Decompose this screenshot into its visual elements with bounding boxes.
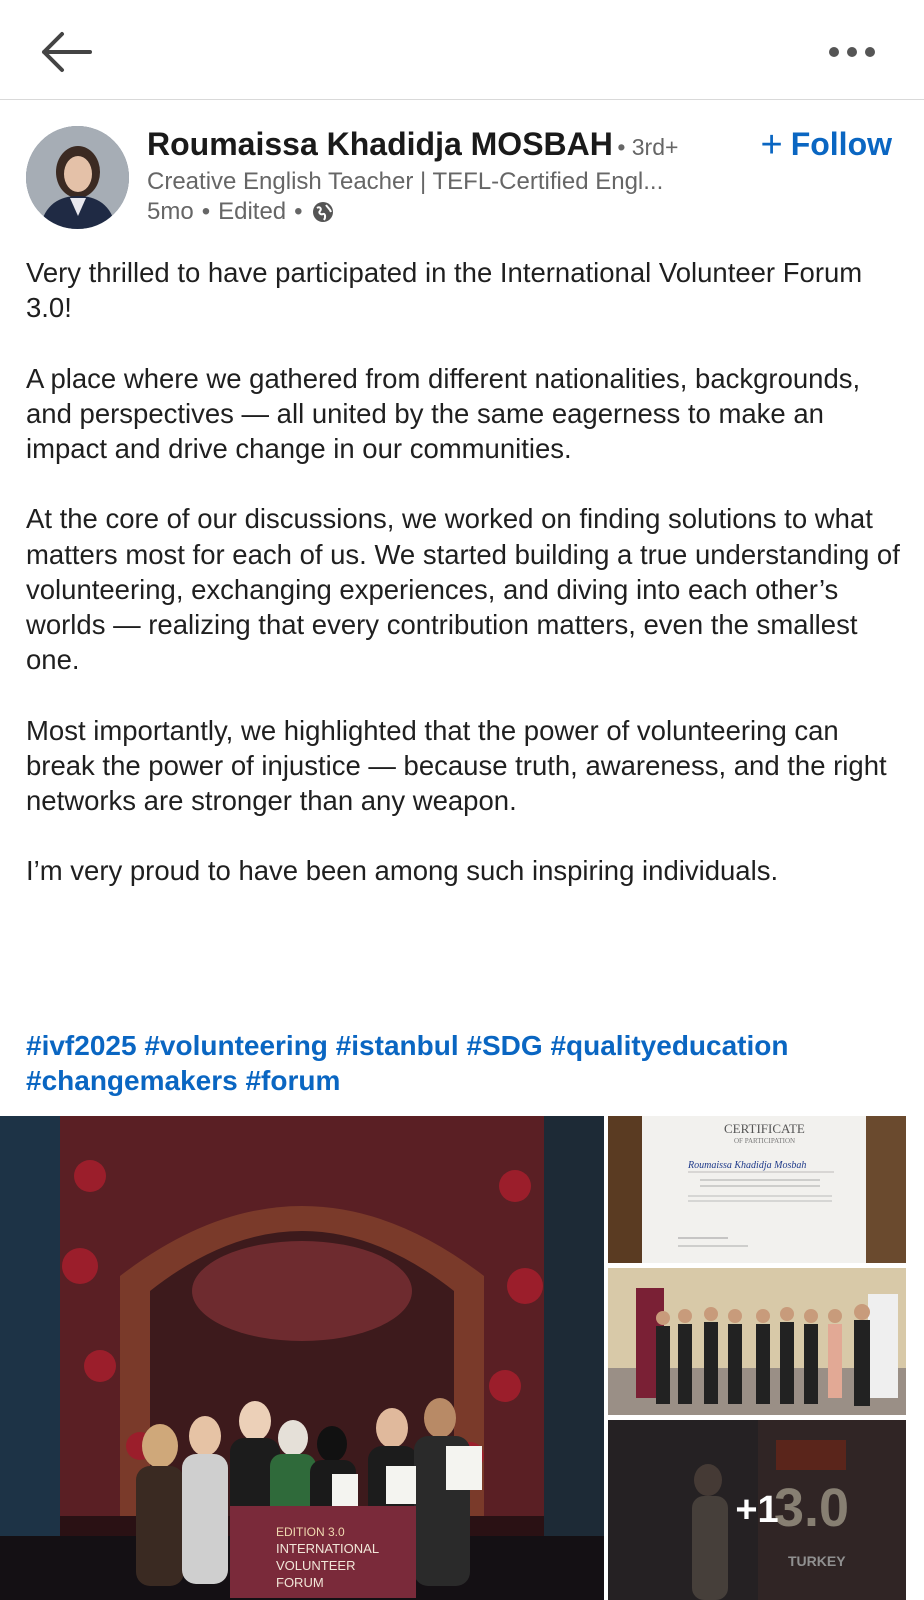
photo-group-conference[interactable] [608, 1268, 906, 1415]
more-dots-icon [824, 36, 880, 68]
photo-more[interactable] [608, 1420, 906, 1600]
certificate-subtitle: OF PARTICIPATION [734, 1137, 796, 1145]
certificate-photo [608, 1116, 906, 1263]
certificate-name: Roumaissa Khadidja Mosbah [688, 1160, 807, 1171]
post-header [0, 100, 924, 230]
post-paragraph: At the core of our discussions, we worked on finding solutions to what matters most for each of us. We started building a true understanding of volunteering, exchanging experiences, and diving into each other’s worlds — realizing that every contribution matters, even the smallest one. [26, 503, 900, 676]
post-text [26, 255, 906, 924]
conference-photo [608, 1268, 906, 1415]
more-options-button[interactable] [824, 36, 880, 68]
post-paragraph: A place where we gathered from different nationalities, backgrounds, and perspectives — all united by the same eagerness to make an impact and drive change in our communities. [26, 362, 861, 464]
back-button[interactable] [38, 28, 96, 76]
banner-text: VOLUNTEER [276, 1558, 356, 1573]
hashtag-link[interactable]: #changemakers [26, 1065, 238, 1097]
hashtags [26, 1028, 906, 1098]
hashtag-link[interactable]: #qualityeducation [550, 1030, 789, 1061]
author-line [147, 126, 678, 163]
banner-text: FORUM [276, 1575, 324, 1590]
back-arrow-icon [38, 28, 96, 76]
photo-certificate[interactable] [608, 1116, 906, 1263]
certificate-title: CERTIFICATE [724, 1121, 805, 1136]
plus-icon: + [760, 123, 783, 166]
edited-label: Edited [218, 198, 287, 225]
avatar[interactable] [26, 126, 129, 229]
author-name[interactable]: Roumaissa Khadidja MOSBAH [147, 126, 613, 162]
hashtag-link[interactable]: #ivf2025 [26, 1030, 137, 1061]
hashtag-link[interactable]: #forum [245, 1065, 341, 1097]
group-photo [0, 1116, 604, 1600]
media-grid [0, 1116, 924, 1600]
top-bar [0, 0, 924, 100]
connection-degree: • 3rd+ [617, 134, 679, 160]
hashtag-link[interactable]: #volunteering [144, 1030, 328, 1061]
post-paragraph: I’m very proud to have been among such inspiring individuals. [26, 855, 779, 887]
post-paragraph: Very thrilled to have participated in the International Volunteer Forum 3.0! [26, 257, 863, 324]
author-headline: Creative English Teacher | TEFL-Certified Engl... [147, 168, 664, 195]
post-time: 5mo [147, 198, 194, 225]
hashtag-link[interactable]: #istanbul [335, 1030, 459, 1061]
follow-button[interactable] [760, 123, 892, 166]
post-paragraph: Most importantly, we highlighted that the power of volunteering can break the power of injustice — because truth, awareness, and the right networks are stronger than any weapon. [26, 714, 887, 816]
banner-text: EDITION 3.0 [276, 1525, 345, 1539]
more-photos-count: +1 [735, 1488, 779, 1531]
banner-text: INTERNATIONAL [276, 1541, 380, 1556]
hashtag-link[interactable]: #SDG [466, 1030, 543, 1061]
avatar-photo [26, 126, 129, 229]
globe-icon [311, 200, 335, 224]
post-meta: 5mo • Edited • [147, 198, 335, 226]
photo-group-main[interactable] [0, 1116, 604, 1600]
follow-label: Follow [790, 126, 892, 162]
